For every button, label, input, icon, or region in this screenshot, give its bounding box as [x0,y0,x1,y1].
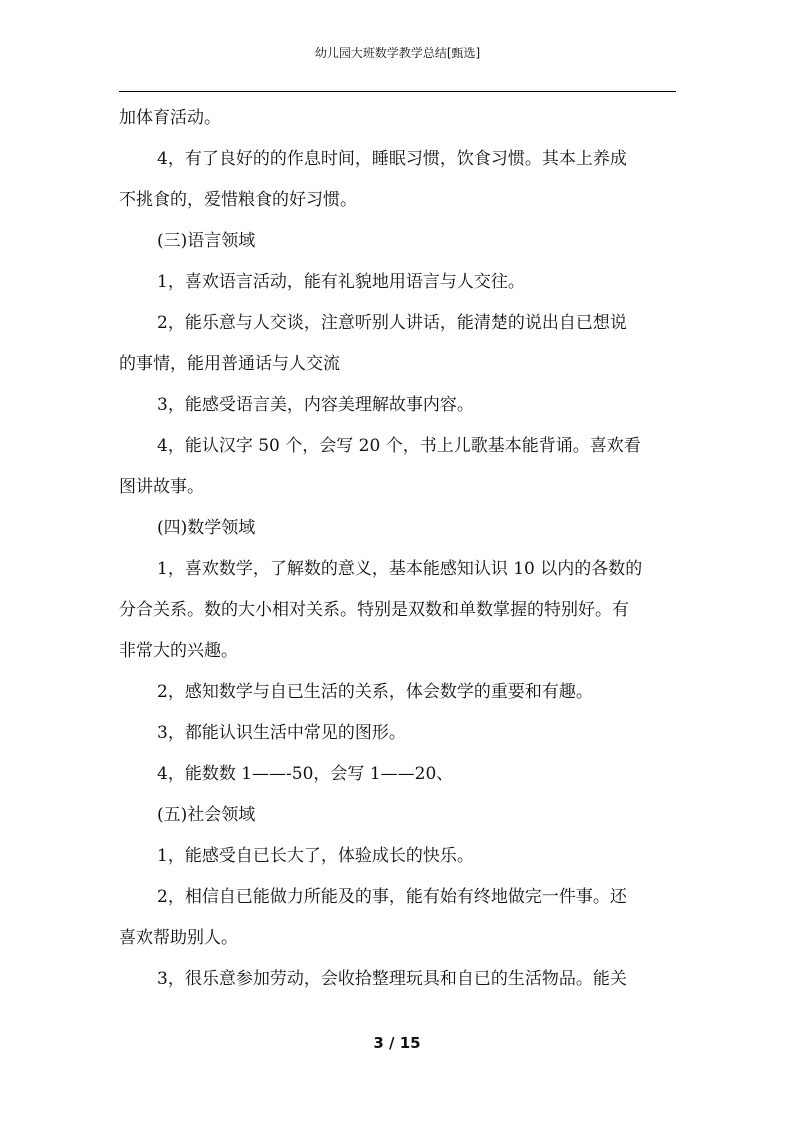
section-heading: (四)数学领域 [157,518,256,538]
text-line: 1，能感受自已长大了，体验成长的快乐。 [157,846,474,866]
text-line: 喜欢帮助别人。 [119,928,238,948]
text-line: 2，相信自已能做力所能及的事，能有始有终地做完一件事。还 [157,887,627,907]
text-line: 1，喜欢数学，了解数的意义，基本能感知认识 10 以内的各数的 [157,559,643,579]
text-line: 1，喜欢语言活动，能有礼貌地用语言与人交往。 [157,272,525,292]
header-divider [119,91,676,92]
section-heading: (三)语言领域 [157,231,256,251]
text-line: 3，都能认识生活中常见的图形。 [157,723,406,743]
text-line: 2，能乐意与人交谈，注意听别人讲话，能清楚的说出自已想说 [157,313,627,333]
text-line: 分合关系。数的大小相对关系。特别是双数和单数掌握的特别好。有 [119,600,629,620]
text-line: 不挑食的，爱惜粮食的好习惯。 [119,190,357,210]
text-line: 4，能数数 1——-50，会写 1——20、 [157,764,454,784]
text-line: 非常大的兴趣。 [119,641,238,661]
text-line: 4，能认汉字 50 个，会写 20 个，书上儿歌基本能背诵。喜欢看 [157,436,641,456]
text-line: 图讲故事。 [119,477,204,497]
text-line: 3，很乐意参加劳动，会收拾整理玩具和自已的生活物品。能关 [157,969,627,989]
running-header: 幼儿园大班数学教学总结[甄选] [314,46,481,60]
document-body [119,98,676,1000]
text-line: 4，有了良好的的作息时间，睡眠习惯，饮食习惯。其本上养成 [157,149,627,169]
page-number: 3 / 15 [373,1034,421,1052]
section-heading: (五)社会领域 [157,805,256,825]
text-line: 3，能感受语言美，内容美理解故事内容。 [157,395,474,415]
text-line: 的事情，能用普通话与人交流 [119,354,340,374]
text-line: 2，感知数学与自已生活的关系，体会数学的重要和有趣。 [157,682,593,702]
text-line: 加体育活动。 [119,108,221,128]
